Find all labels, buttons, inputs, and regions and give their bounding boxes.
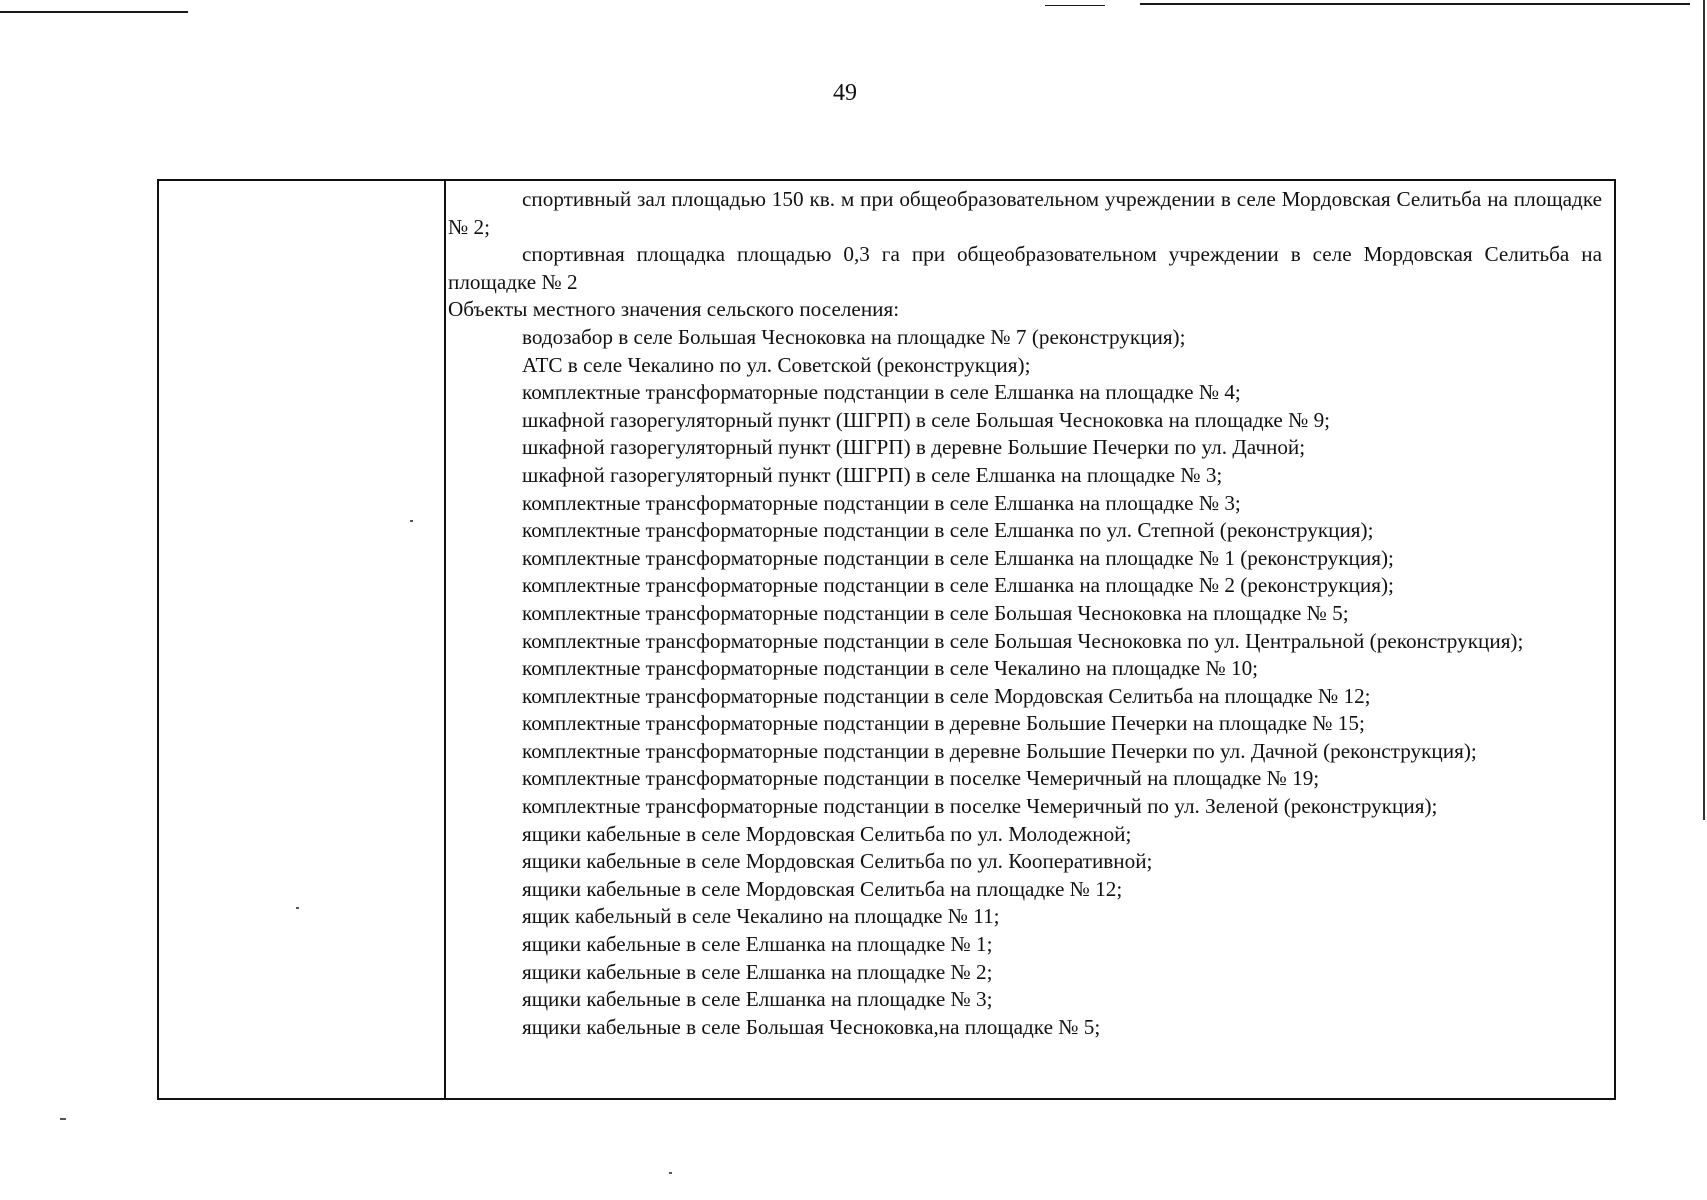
page-number: 49 [833, 80, 857, 106]
scan-artifact-line [0, 11, 188, 13]
table-paragraph: ящики кабельные в селе Елшанка на площадке № 3; [522, 987, 993, 1012]
table-paragraph: комплектные трансформаторные подстанции в селе Елшанка на площадке № 1 (реконструкция); [522, 545, 1394, 570]
scan-artifact-line [1703, 0, 1705, 820]
table-paragraph: комплектные трансформаторные подстанции в селе Елшанка на площадке № 2 (реконструкция); [522, 573, 1394, 598]
table-paragraph: комплектные трансформаторные подстанции в селе Елшанка на площадке № 4; [522, 380, 1241, 405]
table-paragraph: комплектные трансформаторные подстанции в поселке Чемеричный на площадке № 19; [522, 766, 1320, 791]
table-paragraph: шкафной газорегуляторный пункт (ШГРП) в селе Большая Чесноковка на площадке № 9; [522, 407, 1331, 432]
table-paragraph: комплектные трансформаторные подстанции в деревне Большие Печерки на площадке № 15; [522, 711, 1365, 736]
scan-speck [669, 1172, 672, 1174]
table-paragraph: комплектные трансформаторные подстанции в селе Мордовская Селитьба на площадке № 12; [522, 683, 1371, 708]
table-paragraph: ящик кабельный в селе Чекалино на площадке № 11; [522, 904, 1000, 929]
table-paragraph: спортивный зал площадью 150 кв. м при общеобразовательном учреждении в селе Мордовская Селитьба на площадке № 2; [448, 187, 1602, 239]
table-paragraph: комплектные трансформаторные подстанции в селе Большая Чесноковка по ул. Центральной (реконструкция); [522, 628, 1524, 653]
table-paragraph: ящики кабельные в селе Елшанка на площадке № 1; [522, 932, 993, 957]
table-paragraph: ящики кабельные в селе Большая Чесноковка,на площадке № 5; [522, 1014, 1101, 1039]
scan-artifact-line [1045, 5, 1105, 6]
scan-speck [60, 1118, 66, 1120]
table-paragraph: шкафной газорегуляторный пункт (ШГРП) в селе Елшанка на площадке № 3; [522, 462, 1223, 487]
table-right-cell [448, 186, 1602, 1041]
table-paragraph: комплектные трансформаторные подстанции в поселке Чемеричный по ул. Зеленой (реконструкция); [522, 794, 1438, 819]
table-paragraph: ящики кабельные в селе Мордовская Селитьба на площадке № 12; [522, 876, 1123, 901]
table-paragraph: ящики кабельные в селе Елшанка на площадке № 2; [522, 959, 993, 984]
table-paragraph: водозабор в селе Большая Чесноковка на площадке № 7 (реконструкция); [522, 324, 1186, 349]
table-paragraph: Объекты местного значения сельского поселения: [448, 297, 900, 322]
table-paragraph: комплектные трансформаторные подстанции в селе Елшанка по ул. Степной (реконструкция); [522, 518, 1374, 543]
table-paragraph: ящики кабельные в селе Мордовская Селитьба по ул. Кооперативной; [522, 849, 1153, 874]
table-paragraph: спортивная площадка площадью 0,3 га при общеобразовательном учреждении в селе Мордовская Селитьба на площадке № 2 [448, 242, 1602, 294]
table-paragraph: комплектные трансформаторные подстанции в селе Елшанка на площадке № 3; [522, 490, 1241, 515]
table-paragraph: комплектные трансформаторные подстанции в селе Чекалино на площадке № 10; [522, 656, 1259, 681]
table-paragraph: АТС в селе Чекалино по ул. Советской (реконструкция); [522, 352, 1031, 377]
table-paragraph: шкафной газорегуляторный пункт (ШГРП) в деревне Большие Печерки по ул. Дачной; [522, 435, 1306, 460]
table-paragraph: комплектные трансформаторные подстанции в селе Большая Чесноковка на площадке № 5; [522, 600, 1349, 625]
table-left-cell [159, 181, 446, 1098]
scan-artifact-line [1140, 3, 1690, 5]
document-table [157, 179, 1616, 1100]
table-paragraph: ящики кабельные в селе Мордовская Селитьба по ул. Молодежной; [522, 821, 1132, 846]
table-paragraph: комплектные трансформаторные подстанции в деревне Большие Печерки по ул. Дачной (реконструкция); [522, 738, 1477, 763]
